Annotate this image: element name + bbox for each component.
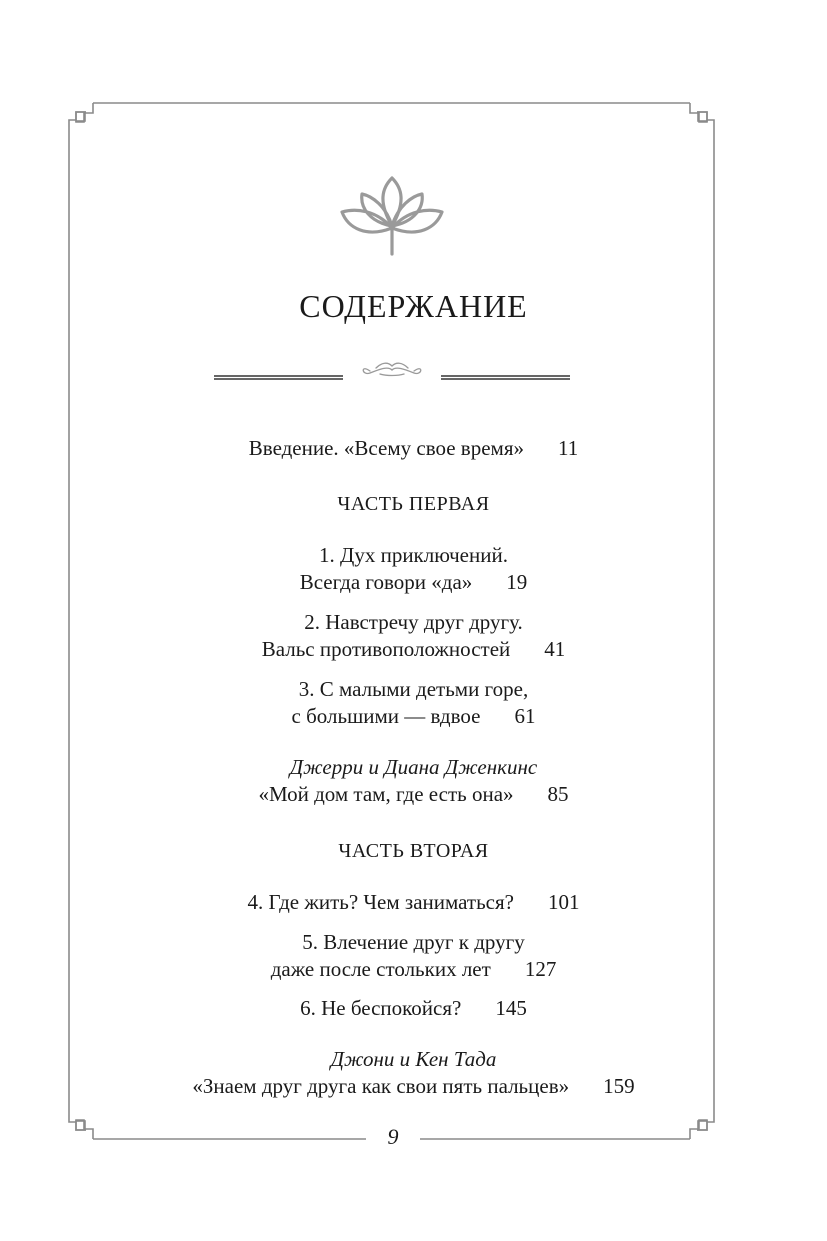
toc-entry-page: 85 [547,782,569,806]
toc-entry-ch5-line2 [0,956,827,982]
toc-story-names-1: Джерри и Диана Дженкинс [289,755,538,779]
toc-entry-title: 6. Не беспокойся? [300,996,462,1020]
toc-entry-title: 4. Где жить? Чем заниматься? [247,890,514,914]
toc-entry-title: «Мой дом там, где есть она» [258,782,514,806]
toc-entry-ch5-line1: 5. Влечение друг к другу [302,930,525,954]
flourish-ornament [210,356,574,382]
toc-entry-ch1-line1: 1. Дух приключений. [319,543,508,567]
toc-entry-page: 41 [544,637,566,661]
toc-story-title-1 [0,781,827,807]
toc-entry-page: 127 [524,957,557,981]
toc-story-title-2 [0,1073,827,1099]
toc-entry-title: Вальс противоположностей [261,637,511,661]
toc-entry-title: Введение. «Всему свое время» [248,436,524,460]
toc-entry-ch3-line2 [0,703,827,729]
toc-entry-page: 159 [603,1074,635,1098]
toc-entry-ch2-line2 [0,636,827,662]
part-heading-1: ЧАСТЬ ПЕРВАЯ [337,493,490,515]
toc-entry-page: 11 [557,436,579,460]
toc-entry-ch2-line1: 2. Навстречу друг другу. [304,610,523,634]
part-heading-2: ЧАСТЬ ВТОРАЯ [338,840,489,862]
toc-entry-title: «Знаем друг друга как свои пять пальцев» [192,1074,570,1098]
lotus-icon [336,172,448,256]
page-title: СОДЕРЖАНИЕ [299,288,528,324]
toc-entry-ch1-line2 [0,569,827,595]
toc-entry-ch6 [0,995,827,1021]
toc-entry-page: 145 [495,996,527,1020]
page-number: 9 [373,1124,413,1150]
toc-entry-ch4 [0,889,827,915]
toc-entry-intro [0,435,827,461]
toc-entry-ch3-line1: 3. С малыми детьми горе, [298,677,529,701]
toc-entry-page: 101 [547,890,580,914]
toc-entry-title: Всегда говори «да» [299,570,473,594]
toc-entry-title: с большими — вдвое [291,704,481,728]
toc-entry-page: 61 [514,704,536,728]
toc-story-names-2: Джони и Кен Тада [330,1047,497,1071]
toc-entry-page: 19 [506,570,528,594]
toc-entry-title: даже после стольких лет [270,957,491,981]
